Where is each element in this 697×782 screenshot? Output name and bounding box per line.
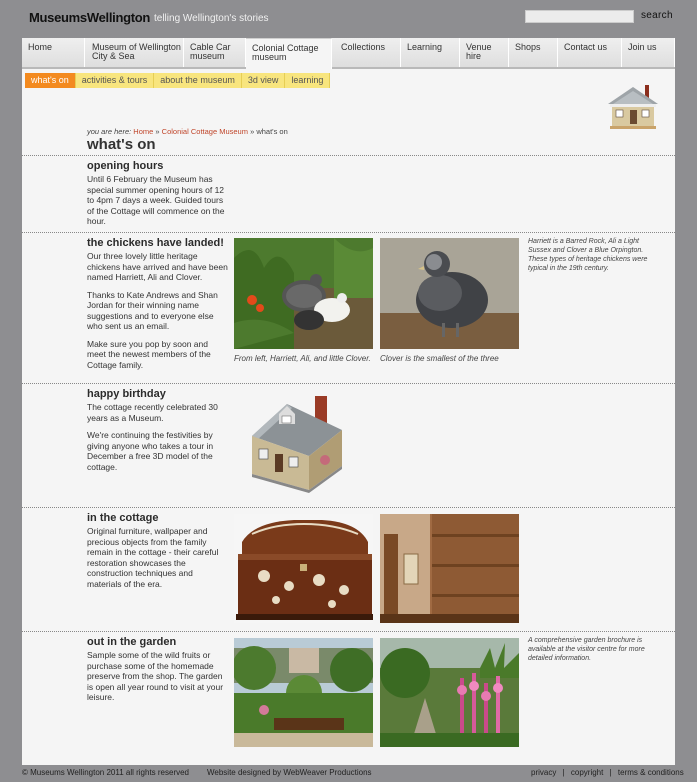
- section-title-in-the-cottage: in the cottage: [87, 512, 159, 524]
- birthday-paragraph-1: The cottage recently celebrated 30 years as a Museum.: [87, 402, 218, 423]
- nav-item-join-us[interactable]: Join us: [622, 38, 675, 67]
- page-title: what's on: [87, 136, 156, 153]
- garden-side-note: A comprehensive garden brochure is available at the visitor centre for more detailed information.: [528, 637, 645, 662]
- antique-box-photo: [234, 514, 373, 623]
- section-divider: [22, 507, 675, 508]
- section-text-happy-birthday: [87, 402, 228, 479]
- chickens-side-note: Harriett is a Barred Rock, Ali a Light Sussex and Clover a Blue Orpington. These types of heritage chickens were typical in the 19th century.: [528, 238, 648, 272]
- section-text-in-the-cottage: [87, 526, 228, 596]
- chickens-photo-caption: From left, Harriett, Ali, and little Clover.: [234, 354, 371, 363]
- subnav-item-3d-view[interactable]: 3d view: [242, 73, 286, 88]
- clover-chicken-photo: [380, 238, 519, 349]
- footer-separator: |: [609, 768, 612, 777]
- section-title-chickens: the chickens have landed!: [87, 237, 224, 249]
- cottage-paragraph: Original furniture, wallpaper and precious objects from the family remain in the cottage - their careful restoration showcases the construction techniques and materials of the era.: [87, 526, 219, 589]
- cottage-interior-photo: [380, 514, 519, 623]
- breadcrumb-section-link[interactable]: Colonial Cottage Museum: [161, 127, 248, 136]
- search-button[interactable]: search: [641, 10, 673, 21]
- section-title-opening-hours: opening hours: [87, 160, 164, 172]
- nav-item-museum-of-wellington[interactable]: Museum of Wellington City & Sea: [85, 38, 184, 67]
- footer-link-privacy[interactable]: privacy: [531, 768, 557, 777]
- garden-path-photo: [380, 638, 519, 747]
- main-nav: [22, 38, 675, 69]
- chickens-paragraph-1: Our three lovely little heritage chickens have arrived and have been named Harriett, Ali and Clover.: [87, 251, 228, 282]
- nav-item-cable-car[interactable]: Cable Car museum: [184, 38, 246, 67]
- nav-item-venue-hire[interactable]: Venue hire: [460, 38, 509, 67]
- site-header: [0, 0, 697, 38]
- breadcrumb-current: what's on: [256, 127, 288, 136]
- opening-hours-paragraph: Until 6 February the Museum has special summer opening hours of 12 to 4pm 7 days a week. Guided tours of the Cottage will commence on the hour.: [87, 174, 225, 226]
- chickens-photo: [234, 238, 373, 349]
- garden-photo: [234, 638, 373, 747]
- chickens-paragraph-3: Make sure you pop by soon and meet the newest members of the Cottage family.: [87, 338, 211, 370]
- breadcrumb: [87, 127, 288, 136]
- nav-item-shops[interactable]: Shops: [509, 38, 558, 67]
- sub-nav: [25, 73, 330, 88]
- footer-separator: |: [562, 768, 565, 777]
- section-divider: [22, 232, 675, 233]
- section-divider: [22, 631, 675, 632]
- subnav-item-learning[interactable]: learning: [285, 73, 330, 88]
- section-text-chickens: [87, 251, 228, 377]
- cottage-house-icon: [605, 82, 661, 136]
- section-divider: [22, 155, 675, 156]
- subnav-item-activities-tours[interactable]: activities & tours: [76, 73, 155, 88]
- nav-item-contact-us[interactable]: Contact us: [558, 38, 622, 67]
- nav-item-colonial-cottage[interactable]: Colonial Cottage museum: [246, 38, 332, 69]
- birthday-paragraph-2: We're continuing the festivities by giving anyone who takes a tour in December a free 3D model of the cottage.: [87, 430, 214, 472]
- section-divider: [22, 383, 675, 384]
- garden-paragraph: Sample some of the wild fruits or purchase some of the homemade preserve from the shop. The garden is open all year round to visit at your leisure.: [87, 650, 224, 702]
- clover-photo-caption: Clover is the smallest of the three: [380, 354, 499, 363]
- chickens-paragraph-2: Thanks to Kate Andrews and Shan Jordan for their winning name suggestions and to everyone else who sent us an email.: [87, 289, 218, 331]
- section-title-out-in-the-garden: out in the garden: [87, 636, 177, 648]
- footer-links: [531, 768, 684, 780]
- footer-link-copyright[interactable]: copyright: [570, 768, 604, 777]
- cottage-3d-model-image: [247, 394, 347, 496]
- site-tagline: telling Wellington's stories: [154, 13, 269, 24]
- breadcrumb-prefix: you are here:: [87, 127, 132, 136]
- content-panel: [22, 38, 675, 765]
- search-input[interactable]: [525, 10, 634, 23]
- nav-item-collections[interactable]: Collections: [332, 38, 401, 67]
- section-text-out-in-the-garden: [87, 650, 228, 710]
- breadcrumb-separator: »: [155, 127, 160, 136]
- site-logo[interactable]: MuseumsWellington: [29, 10, 151, 25]
- breadcrumb-home-link[interactable]: Home: [133, 127, 154, 136]
- subnav-item-whats-on[interactable]: what's on: [25, 73, 76, 88]
- footer-credit[interactable]: Website designed by WebWeaver Productions: [207, 768, 372, 777]
- footer-link-terms[interactable]: terms & conditions: [617, 768, 684, 777]
- section-title-happy-birthday: happy birthday: [87, 388, 166, 400]
- nav-item-home[interactable]: Home: [22, 38, 85, 67]
- footer-copyright: © Museums Wellington 2011 all rights reserved: [22, 768, 190, 777]
- breadcrumb-separator: »: [250, 127, 255, 136]
- subnav-item-about-the-museum[interactable]: about the museum: [154, 73, 242, 88]
- section-text-opening-hours: [87, 174, 228, 234]
- nav-item-learning[interactable]: Learning: [401, 38, 460, 67]
